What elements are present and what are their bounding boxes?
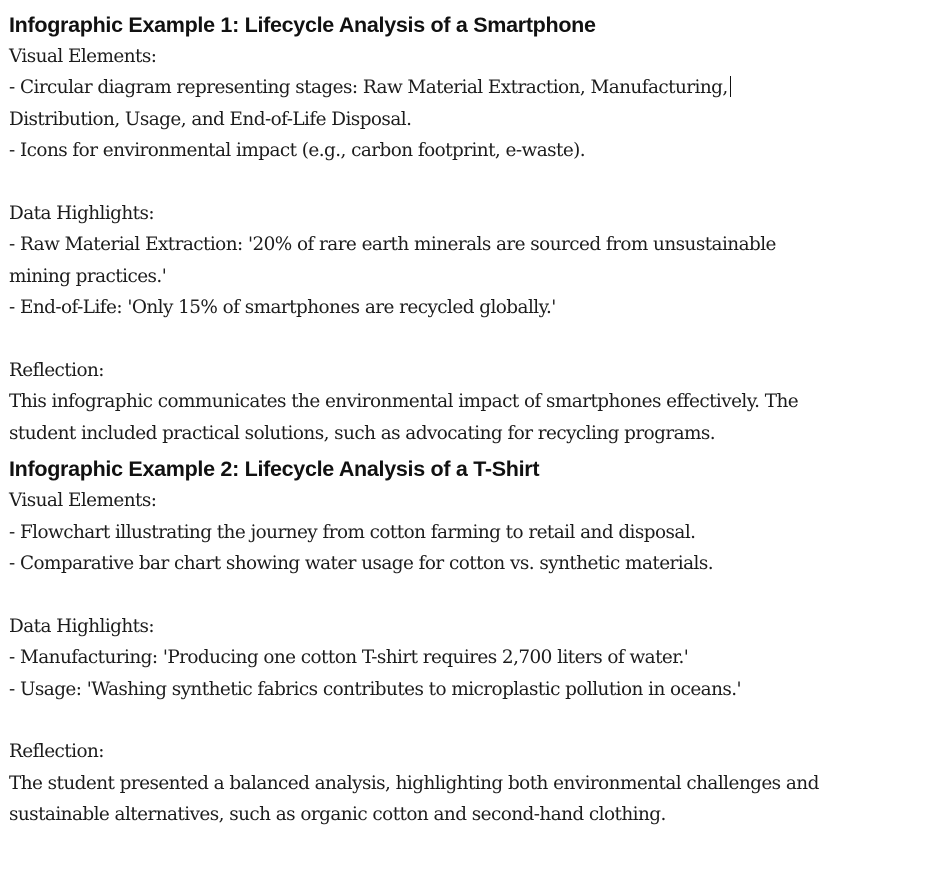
blank-line xyxy=(9,705,934,736)
blank-line xyxy=(9,324,934,355)
data-highlight-line: mining practices.' xyxy=(9,265,167,287)
visual-elements-line: - Comparative bar chart showing water usage for cotton vs. synthetic materials. xyxy=(9,553,714,575)
reflection-line: The student presented a balanced analysis, highlighting both environmental challenges and xyxy=(9,772,819,794)
reflection-line: sustainable alternatives, such as organic cotton and second-hand clothing. xyxy=(9,804,666,826)
section-heading: Infographic Example 1: Lifecycle Analysis of a Smartphone xyxy=(9,13,596,37)
reflection-line: This infographic communicates the environmental impact of smartphones effectively. The xyxy=(9,391,799,413)
data-highlight-line: - Usage: 'Washing synthetic fabrics contributes to microplastic pollution in oceans.' xyxy=(9,678,742,700)
data-highlight-line: - Raw Material Extraction: '20% of rare earth minerals are sourced from unsustainable xyxy=(9,234,776,256)
line-text: - Circular diagram representing stages: Raw Material Extraction, Manufacturing, xyxy=(9,77,728,99)
visual-elements-label: Visual Elements: xyxy=(9,46,157,67)
document-body[interactable] xyxy=(9,9,934,831)
reflection-block xyxy=(9,736,934,830)
blank-line xyxy=(9,579,934,610)
data-highlights-block xyxy=(9,611,934,705)
visual-elements-line: - Flowchart illustrating the journey from cotton farming to retail and disposal. xyxy=(9,521,696,543)
data-highlight-line: - Manufacturing: 'Producing one cotton T-shirt requires 2,700 liters of water.' xyxy=(9,647,689,669)
visual-elements-line: Distribution, Usage, and End-of-Life Disposal. xyxy=(9,108,412,130)
blank-line xyxy=(9,167,934,198)
section-tshirt xyxy=(9,453,934,830)
data-highlights-label: Data Highlights: xyxy=(9,615,155,637)
data-highlight-line: - End-of-Life: 'Only 15% of smartphones are recycled globally.' xyxy=(9,297,556,319)
visual-elements-block xyxy=(9,41,934,167)
visual-elements-line[interactable] xyxy=(9,72,934,103)
reflection-block xyxy=(9,355,934,449)
data-highlights-block xyxy=(9,198,934,324)
text-cursor xyxy=(730,76,732,97)
reflection-label: Reflection: xyxy=(9,360,104,382)
reflection-line: student included practical solutions, such as advocating for recycling programs. xyxy=(9,422,716,444)
visual-elements-block xyxy=(9,485,934,579)
data-highlights-label: Data Highlights: xyxy=(9,203,155,225)
visual-elements-label: Visual Elements: xyxy=(9,490,157,512)
visual-elements-line: - Icons for environmental impact (e.g., carbon footprint, e-waste). xyxy=(9,140,586,162)
reflection-label: Reflection: xyxy=(9,741,104,763)
section-heading: Infographic Example 2: Lifecycle Analysis of a T-Shirt xyxy=(9,457,540,482)
section-smartphone xyxy=(9,9,934,449)
